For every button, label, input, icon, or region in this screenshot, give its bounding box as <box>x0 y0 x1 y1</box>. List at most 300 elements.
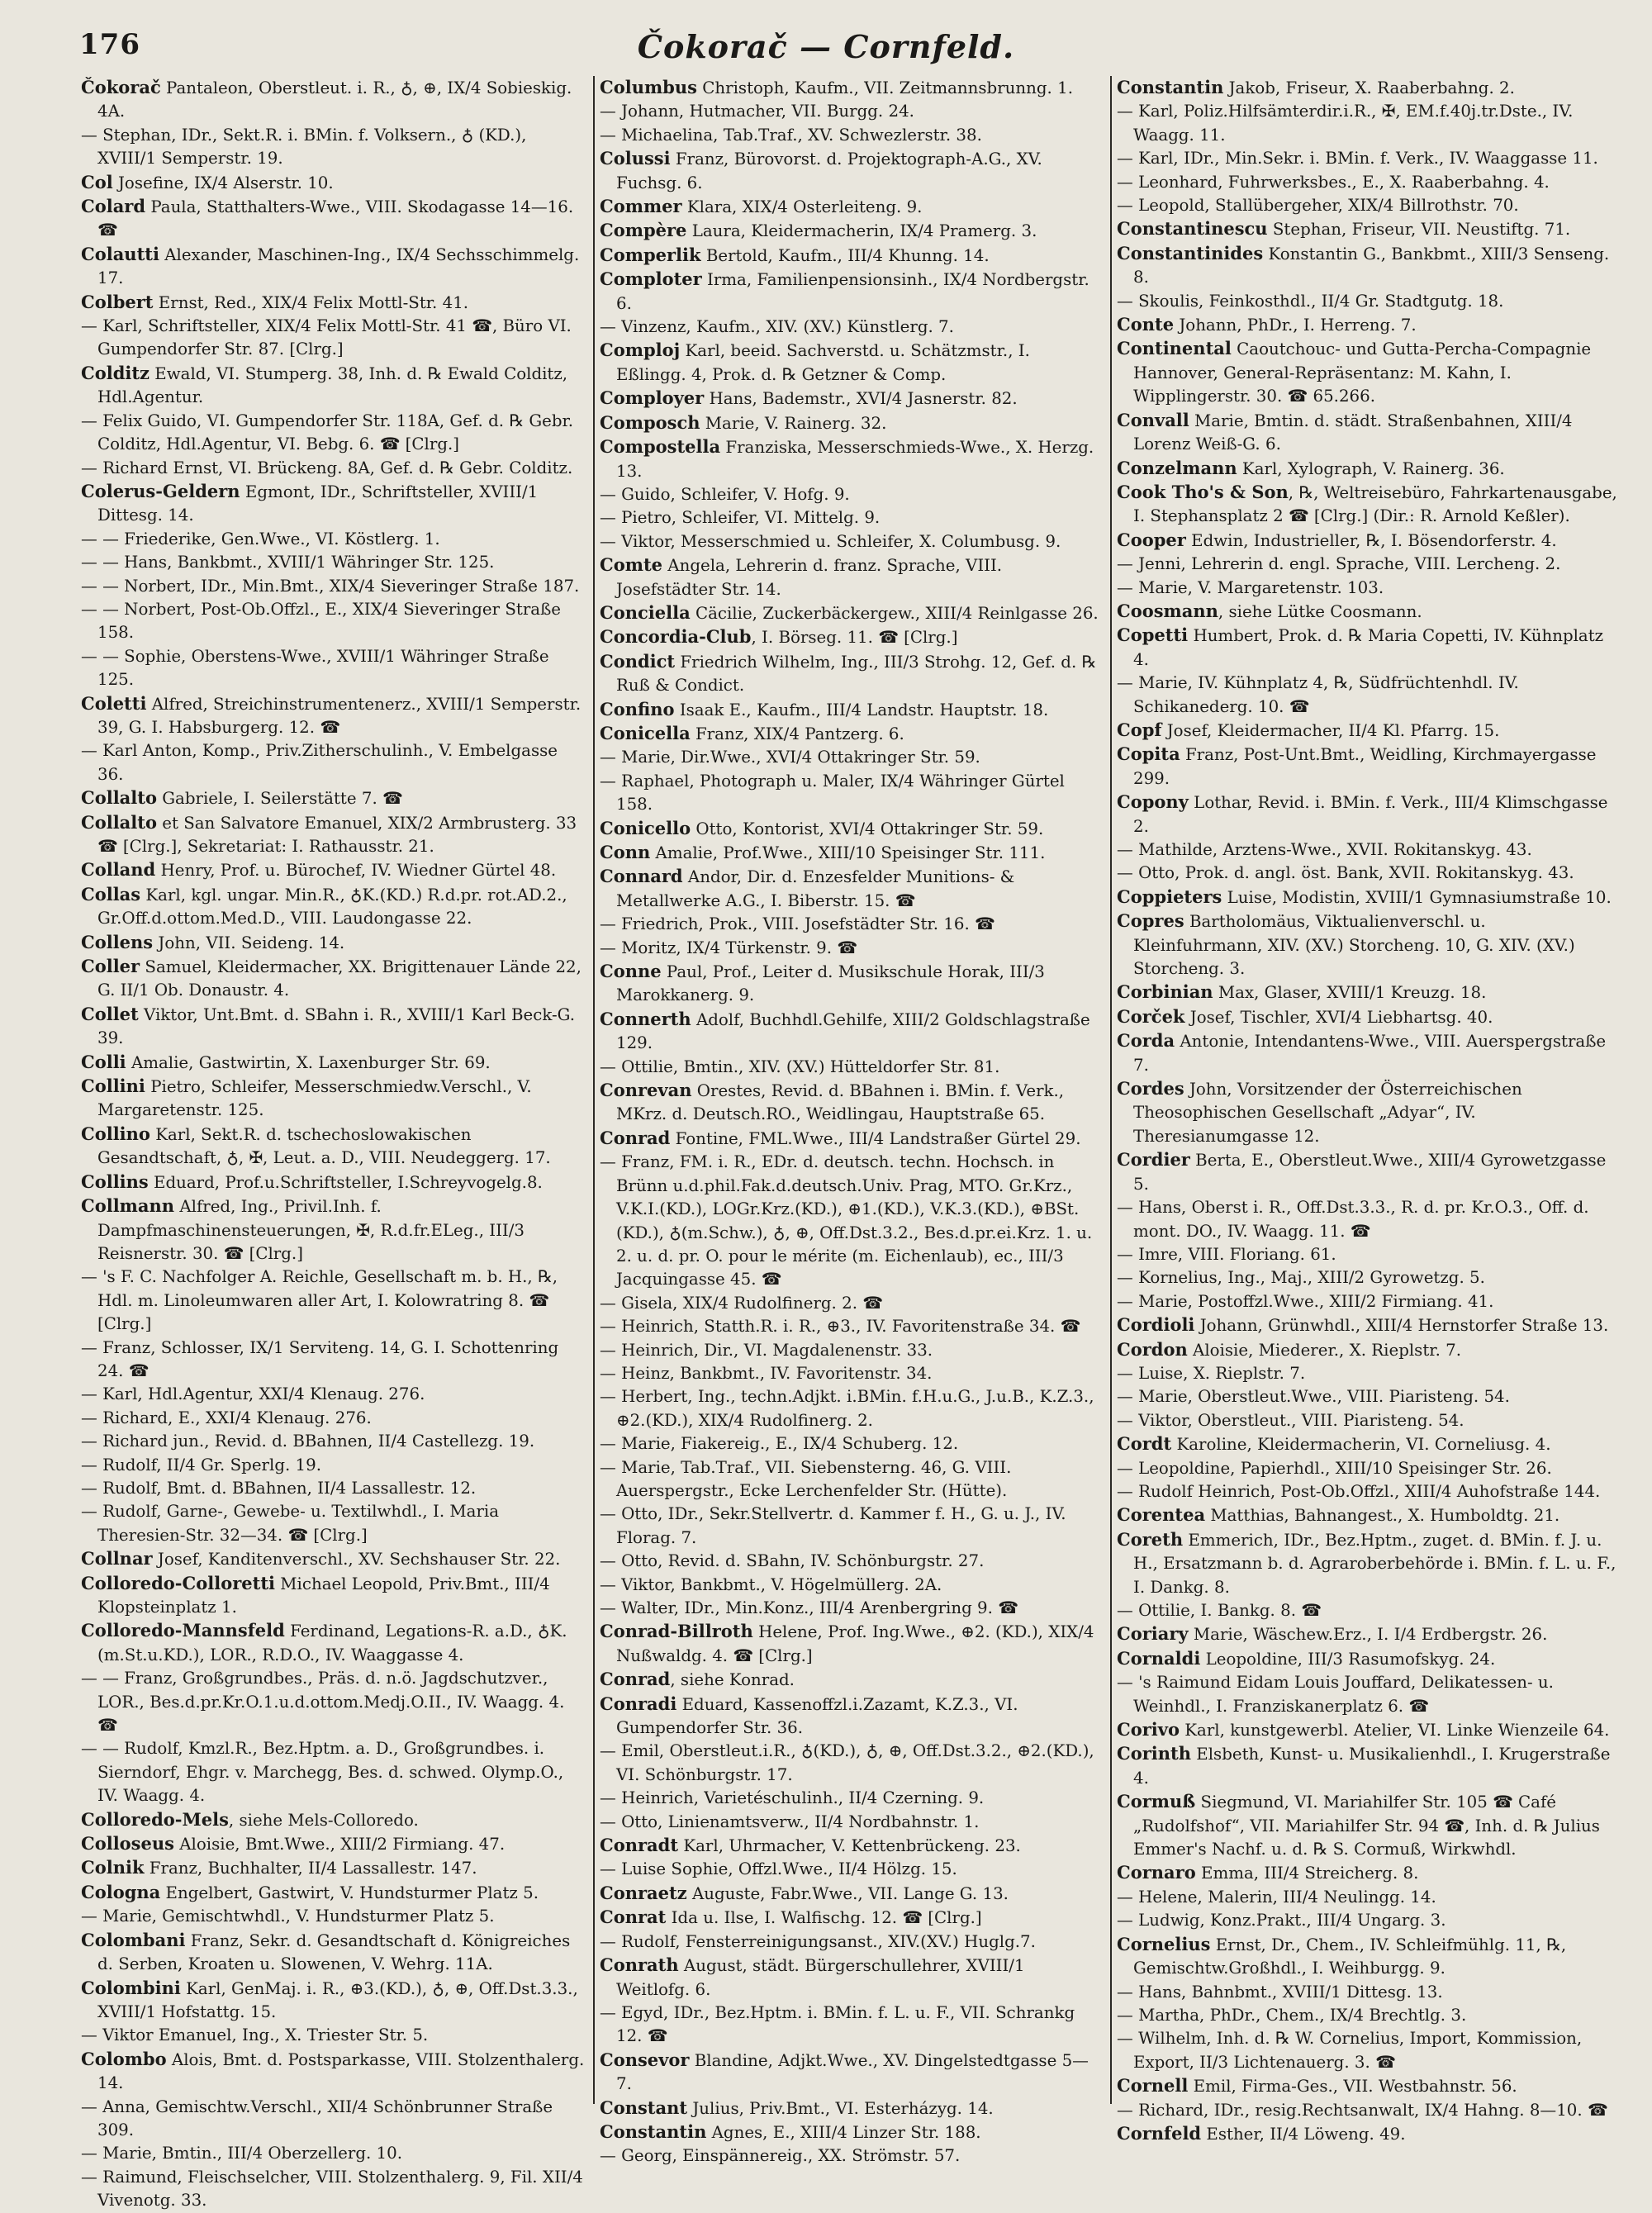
entry-details: — Karl, IDr., Min.Sekr. i. BMin. f. Verk., IV. Waaggasse 11. <box>1117 149 1598 169</box>
directory-entry <box>81 1547 585 1571</box>
entry-surname: Cordioli <box>1117 1314 1195 1336</box>
entry-surname: Conrevan <box>600 1080 692 1101</box>
directory-entry <box>1117 2027 1619 2074</box>
directory-entry <box>600 746 1102 769</box>
directory-entry <box>600 268 1102 316</box>
entry-details: Blandine, Adjkt.Wwe., XV. Dingelstedtgasse 5—7. <box>616 2050 1089 2094</box>
entry-details: — Martha, PhDr., Chem., IX/4 Brechtlg. 3. <box>1117 2005 1467 2025</box>
entry-surname: Copita <box>1117 743 1180 765</box>
directory-entry <box>600 1432 1102 1456</box>
entry-details: — Otto, Revid. d. SBahn, IV. Schönburgstr. 27. <box>600 1551 985 1571</box>
directory-entry <box>81 1051 585 1075</box>
entry-surname: Connerth <box>600 1008 691 1029</box>
entry-surname: Comploter <box>600 268 702 290</box>
directory-entry <box>600 1151 1102 1291</box>
directory-entry <box>600 1127 1102 1151</box>
entry-details: — Viktor Emanuel, Ing., X. Triester Str. 5. <box>81 2025 429 2045</box>
entry-details: — Rudolf, Bmt. d. BBahnen, II/4 Lassallestr. 12. <box>81 1478 477 1498</box>
entry-surname: Conrad <box>600 1127 671 1148</box>
entry-surname: Colditz <box>81 362 150 383</box>
entry-details: Jakob, Friseur, X. Raaberbahng. 2. <box>1223 78 1515 97</box>
entry-surname: Colloseus <box>81 1833 174 1854</box>
entry-surname: Čokorač <box>81 77 161 97</box>
entry-surname: Conicello <box>600 817 691 838</box>
directory-entry <box>81 1929 585 1977</box>
directory-entry <box>1117 886 1619 909</box>
directory-entry <box>600 1668 1102 1692</box>
entry-details: — Marie, V. Margaretenstr. 103. <box>1117 577 1384 597</box>
entry-surname: Colard <box>81 196 146 217</box>
directory-entry <box>81 1123 585 1171</box>
directory-columns <box>76 76 1627 2211</box>
entry-surname: Constantin <box>600 2120 707 2142</box>
entry-details: Otto, Kontorist, XVI/4 Ottakringer Str. 59. <box>691 819 1044 838</box>
entry-surname: Colautti <box>81 243 159 264</box>
directory-entry <box>1117 2074 1619 2098</box>
entry-details: Alfred, Streichinstrumentenerz., XVIII/1 Semperstr. 39, G. I. Habsburgerg. 12. ☎ <box>97 694 582 737</box>
entry-surname: Cornfeld <box>1117 2122 1202 2144</box>
entry-details: Henry, Prof. u. Bürochef, IV. Wiedner Gürtel 48. <box>155 861 557 881</box>
entry-surname: Colland <box>81 859 156 881</box>
entry-details: — Pietro, Schleifer, VI. Mittelg. 9. <box>600 508 881 528</box>
entry-details: Aloisie, Miederer., X. Rieplstr. 7. <box>1187 1340 1462 1360</box>
entry-details: — Raphael, Photograph u. Maler, IX/4 Währinger Gürtel 158. <box>600 771 1065 814</box>
entry-details: , I. Börseg. 11. ☎ [Clrg.] <box>751 628 958 648</box>
entry-surname: Cornaro <box>1117 1862 1196 1883</box>
entry-details: John, VII. Seideng. 14. <box>153 933 345 952</box>
directory-entry <box>81 1194 585 1266</box>
directory-entry <box>1117 1742 1619 1790</box>
entry-details: Paula, Statthalters-Wwe., VIII. Skodagasse 14—16. ☎ <box>97 197 574 240</box>
entry-details: — Franz, FM. i. R., EDr. d. deutsch. techn. Hochsch. in Brünn u.d.phil.Fak.d.deutsch.Univ. Prag, MTO. Gr.Krz., V.K.I.(KD.), LOGr.Krz.(KD.), ⊕1.(KD.), V.K.3.(KD.), ⊕BSt.(KD.), ♁(m.Schw.), ♁, ⊕, Off.Dst.3.2., Bes.d.pr.ei.Krz. 1. u. 2. u. d. pr. O. pour le mérite (m. Eichenlaub), ec., III/3 Jacquingasse 45. ☎ <box>600 1152 1093 1289</box>
directory-entry <box>600 913 1102 936</box>
entry-details: Isaak E., Kaufm., III/4 Landstr. Hauptstr. 18. <box>674 700 1049 719</box>
entry-details: Max, Glaser, XVIII/1 Kreuzg. 18. <box>1213 983 1487 1003</box>
directory-entry <box>1117 791 1619 838</box>
entry-surname: Colussi <box>600 148 671 169</box>
entry-surname: Corda <box>1117 1030 1175 1052</box>
entry-details: Elsbeth, Kunst- u. Musikalienhdl., I. Krugerstraße 4. <box>1133 1745 1611 1788</box>
entry-details: — Felix Guido, VI. Gumpendorfer Str. 118A, Gef. d. ℞ Gebr. Colditz, Hdl.Agentur, VI. Bebg. 6. ☎ [Clrg.] <box>81 411 574 454</box>
entry-surname: Colombani <box>81 1929 186 1950</box>
entry-details: Ida u. Ilse, I. Walfischg. 12. ☎ [Clrg.] <box>666 1908 982 1928</box>
entry-surname: Cook Tho's & Son <box>1117 481 1289 502</box>
directory-entry <box>81 1407 585 1430</box>
entry-details: Cäcilie, Zuckerbäckergew., XIII/4 Reinlgasse 26. <box>690 603 1099 623</box>
directory-entry <box>81 1832 585 1856</box>
entry-surname: Confino <box>600 698 675 719</box>
entry-details: — Kornelius, Ing., Maj., XIII/2 Gyrowetzg. 5. <box>1117 1268 1485 1288</box>
entry-details: John, Vorsitzender der Österreichischen Theosophischen Gesellschaft „Adyar“, IV. Theresianumgasse 12. <box>1133 1080 1522 1146</box>
entry-surname: Corinth <box>1117 1743 1191 1764</box>
directory-entry <box>600 1930 1102 1954</box>
entry-details: Laura, Kleidermacherin, IX/4 Pramerg. 3. <box>686 221 1037 241</box>
directory-entry <box>1117 719 1619 743</box>
entry-surname: Collalto <box>81 811 157 833</box>
entry-surname: Coreth <box>1117 1528 1184 1550</box>
entry-details: Samuel, Kleidermacher, XX. Brigittenauer Lände 22, G. II/1 Ob. Donaustr. 4. <box>97 957 582 1000</box>
directory-entry <box>600 865 1102 913</box>
directory-entry <box>600 2144 1102 2168</box>
directory-entry <box>600 1079 1102 1127</box>
directory-entry <box>600 435 1102 483</box>
entry-details: — — Friederike, Gen.Wwe., VI. Köstlerg. 1. <box>81 529 440 549</box>
directory-entry <box>600 1954 1102 2002</box>
directory-entry <box>81 480 585 528</box>
entry-details: August, städt. Bürgerschullehrer, XVIII/1 Weitlofg. 6. <box>616 1956 1025 1999</box>
entry-surname: Conraetz <box>600 1882 687 1903</box>
directory-entry <box>81 1905 585 1928</box>
directory-entry <box>600 841 1102 865</box>
entry-details: Bertold, Kaufm., III/4 Khunng. 14. <box>700 245 990 265</box>
entry-surname: Conne <box>600 961 662 982</box>
directory-entry <box>81 2096 585 2143</box>
directory-entry <box>1117 1480 1619 1503</box>
entry-details: — Imre, VIII. Floriang. 61. <box>1117 1244 1336 1264</box>
entry-details: — Marie, Tab.Traf., VII. Siebensterng. 46, G. VIII. Auerspergstr., Ecke Lerchenfelder Str. (Hütte). <box>600 1457 1012 1500</box>
entry-details: Klara, XIX/4 Osterleiteng. 9. <box>681 197 923 217</box>
entry-details: — Marie, Bmtin., III/4 Oberzellerg. 10. <box>81 2144 403 2163</box>
entry-details: — Leopoldine, Papierhdl., XIII/10 Speisinger Str. 26. <box>1117 1458 1552 1478</box>
entry-details: — Rudolf, Garne-, Gewebe- u. Textilwhdl., I. Maria Theresien-Str. 32—34. ☎ [Clrg.] <box>81 1502 500 1545</box>
entry-details: — Otto, IDr., Sekr.Stellvertr. d. Kammer f. H., G. u. J., IV. Florag. 7. <box>600 1504 1066 1547</box>
directory-entry <box>600 339 1102 387</box>
directory-entry <box>81 315 585 362</box>
entry-surname: Collalto <box>81 787 157 809</box>
entry-details: — — Rudolf, Kmzl.R., Bez.Hptm. a. D., Großgrundbes. i. Sierndorf, Ehgr. v. Marchegg, Bes. d. schwed. Olymp.O., IV. Waagg. 4. <box>81 1739 564 1806</box>
entry-details: — Hans, Oberst i. R., Off.Dst.3.3., R. d. pr. Kr.O.3., Off. d. mont. DO., IV. Waagg. 11. ☎ <box>1117 1198 1589 1241</box>
directory-entry <box>81 457 585 480</box>
entry-details: Pantaleon, Oberstleut. i. R., ♁, ⊕, IX/4 Sobieskig. 4A. <box>97 78 572 121</box>
directory-entry <box>600 483 1102 506</box>
directory-entry <box>81 1500 585 1547</box>
entry-details: — 's Raimund Eidam Louis Jouffard, Delikatessen- u. Weinhdl., I. Franziskanerplatz 6. ☎ <box>1117 1673 1554 1716</box>
entry-details: Karl, kunstgewerbl. Atelier, VI. Linke Wienzeile 64. <box>1179 1721 1610 1740</box>
entry-details: Esther, II/4 Löweng. 49. <box>1201 2124 1406 2144</box>
directory-entry <box>1117 2004 1619 2027</box>
entry-surname: Columbus <box>600 77 697 97</box>
entry-surname: Consevor <box>600 2049 690 2070</box>
directory-entry <box>81 1383 585 1406</box>
directory-entry <box>81 598 585 645</box>
directory-entry <box>600 770 1102 817</box>
entry-surname: Collnar <box>81 1548 153 1570</box>
entry-details: Egmont, IDr., Schriftsteller, XVIII/1 Dittesg. 14. <box>97 482 539 525</box>
entry-surname: Coller <box>81 956 140 977</box>
directory-entry <box>81 551 585 574</box>
directory-entry <box>81 575 585 598</box>
entry-details: Franz, Sekr. d. Gesandtschaft d. Königreiches d. Serben, Kroaten u. Slowenen, V. Wehrg. 11A. <box>97 1930 571 1974</box>
entry-surname: Col <box>81 171 113 192</box>
directory-entry <box>81 528 585 551</box>
entry-details: Marie, Bmtin. d. städt. Straßenbahnen, XIII/4 Lorenz Weiß-G. 6. <box>1133 411 1573 454</box>
directory-entry <box>1117 624 1619 672</box>
directory-entry <box>81 1737 585 1807</box>
entry-surname: Collmann <box>81 1195 175 1217</box>
directory-entry <box>600 1740 1102 1787</box>
entry-surname: Corbinian <box>1117 981 1213 1003</box>
entry-details: Viktor, Unt.Bmt. d. SBahn i. R., XVIII/1 Karl Beck-G. 39. <box>97 1004 576 1048</box>
directory-entry <box>1117 1671 1619 1718</box>
directory-entry <box>1117 2122 1619 2146</box>
entry-details: — — Franz, Großgrundbes., Präs. d. n.ö. Jagdschutzver., LOR., Bes.d.pr.Kr.O.1.u.d.ottom.Medj.O.II., IV. Waagg. 4. ☎ <box>81 1669 565 1736</box>
directory-entry <box>1117 1718 1619 1742</box>
entry-details: — Karl Anton, Komp., Priv.Zitherschulinh., V. Embelgasse 36. <box>81 741 558 784</box>
entry-details: Julius, Priv.Bmt., VI. Esterházyg. 14. <box>687 2098 994 2118</box>
entry-details: — Ottilie, Bmtin., XIV. (XV.) Hütteldorfer Str. 81. <box>600 1057 1000 1076</box>
entry-details: Friedrich Wilhelm, Ing., III/3 Strohg. 12, Gef. d. ℞ Ruß & Condict. <box>616 652 1097 696</box>
entry-surname: Continental <box>1117 338 1232 359</box>
entry-details: — Stephan, IDr., Sekt.R. i. BMin. f. Volksern., ♁ (KD.), XVIII/1 Semperstr. 19. <box>81 125 527 169</box>
directory-entry <box>81 1003 585 1051</box>
directory-entry <box>1117 1457 1619 1480</box>
directory-entry <box>81 1667 585 1737</box>
directory-entry <box>600 1858 1102 1881</box>
entry-details: Josef, Kleidermacher, II/4 Kl. Pfarrg. 15. <box>1161 720 1500 740</box>
directory-entry <box>1117 147 1619 170</box>
entry-details: Johann, PhDr., I. Herreng. 7. <box>1174 316 1417 335</box>
directory-entry <box>81 1430 585 1453</box>
entry-surname: Convall <box>1117 409 1189 430</box>
directory-entry <box>600 1550 1102 1573</box>
directory-entry <box>600 219 1102 243</box>
directory-entry <box>81 1856 585 1880</box>
directory-entry <box>1117 1622 1619 1646</box>
directory-entry <box>1117 1313 1619 1337</box>
entry-details: Fontine, FML.Wwe., III/4 Landstraßer Gürtel 29. <box>670 1128 1081 1148</box>
directory-entry <box>1117 337 1619 408</box>
directory-entry <box>1117 529 1619 553</box>
directory-entry <box>81 645 585 692</box>
directory-entry <box>1117 457 1619 481</box>
entry-details: Gabriele, I. Seilerstätte 7. ☎ <box>156 789 403 809</box>
entry-details: Angela, Lehrerin d. franz. Sprache, VIII. Josefstädter Str. 14. <box>616 556 1003 599</box>
entry-details: — Heinz, Bankbmt., IV. Favoritenstr. 34. <box>600 1363 933 1383</box>
entry-details: — Leonhard, Fuhrwerksbes., E., X. Raaberbahng. 4. <box>1117 172 1550 192</box>
entry-details: Irma, Familienpensionsinh., IX/4 Nordbergstr. 6. <box>616 270 1089 313</box>
entry-details: — Viktor, Oberstleut., VIII. Piaristeng. 54. <box>1117 1410 1464 1430</box>
entry-details: — Hans, Bahnbmt., XVIII/1 Dittesg. 13. <box>1117 1982 1443 2002</box>
entry-details: — Raimund, Fleischselcher, VIII. Stolzenthalerg. 9, Fil. XII/4 Vivenotg. 33. <box>81 2167 583 2211</box>
entry-details: Bartholomäus, Viktualienverschl. u. Kleinfuhrmann, XIV. (XV.) Storcheng. 10, G. XIV. (XV.) Storcheng. 3. <box>1133 912 1575 979</box>
entry-details: Andor, Dir. d. Enzesfelder Munitions- & Metallwerke A.G., I. Biberstr. 15. ☎ <box>616 867 1015 910</box>
entry-surname: Coriary <box>1117 1623 1189 1645</box>
entry-surname: Constantinides <box>1117 242 1264 264</box>
directory-entry <box>600 506 1102 530</box>
directory-entry <box>81 955 585 1003</box>
directory-entry <box>600 124 1102 147</box>
entry-details: — Richard, IDr., resig.Rechtsanwalt, IX/4 Hahng. 8—10. ☎ <box>1117 2100 1608 2120</box>
directory-entry <box>81 883 585 931</box>
entry-surname: Cooper <box>1117 529 1186 550</box>
entry-surname: Cordon <box>1117 1338 1188 1360</box>
entry-surname: Colloredo-Mannsfeld <box>81 1620 285 1641</box>
entry-surname: Collino <box>81 1123 150 1144</box>
entry-details: Franz, Post-Unt.Bmt., Weidling, Kirchmayergasse 299. <box>1133 745 1597 788</box>
directory-entry <box>1117 1933 1619 1981</box>
directory-entry <box>600 76 1102 100</box>
directory-entry <box>600 1811 1102 1834</box>
entry-details: Engelbert, Gastwirt, V. Hundsturmer Platz 5. <box>160 1883 539 1902</box>
entry-surname: Colnik <box>81 1857 145 1878</box>
directory-entry <box>1117 1196 1619 1243</box>
entry-surname: Coletti <box>81 692 147 714</box>
entry-details: , siehe Konrad. <box>670 1670 795 1690</box>
entry-surname: Condict <box>600 650 676 672</box>
entry-details: Karl, kgl. ungar. Min.R., ♁K.(KD.) R.d.pr. rot.AD.2., Gr.Off.d.ottom.Med.D., VIII. Laudongasse 22. <box>97 885 567 928</box>
column-3 <box>1110 76 1627 2144</box>
directory-entry <box>1117 1290 1619 1313</box>
entry-details: — Marie, Postoffzl.Wwe., XIII/2 Firmiang. 41. <box>1117 1291 1494 1311</box>
directory-entry <box>1117 1647 1619 1671</box>
directory-entry <box>600 147 1102 195</box>
entry-surname: Conn <box>600 842 651 862</box>
entry-details: — — Norbert, IDr., Min.Bmt., XIX/4 Sieveringer Straße 187. <box>81 576 580 596</box>
entry-details: Franz, Bürovorst. d. Projektograph-A.G., XV. Fuchsg. 6. <box>616 150 1042 192</box>
entry-details: — Moritz, IX/4 Türkenstr. 9. ☎ <box>600 938 857 957</box>
directory-entry <box>1117 409 1619 457</box>
entry-details: Adolf, Buchhdl.Gehilfe, XIII/2 Goldschlagstraße 129. <box>616 1009 1090 1053</box>
directory-entry <box>600 1906 1102 1930</box>
directory-entry <box>81 362 585 410</box>
entry-details: Alexander, Maschinen-Ing., IX/4 Sechsschimmelg. 17. <box>97 245 580 288</box>
directory-entry <box>1117 1503 1619 1527</box>
entry-details: — Karl, Hdl.Agentur, XXI/4 Klenaug. 276. <box>81 1384 425 1404</box>
directory-entry <box>600 601 1102 625</box>
entry-details: — Jenni, Lehrerin d. engl. Sprache, VIII. Lercheng. 2. <box>1117 554 1561 574</box>
entry-details: — — Norbert, Post-Ob.Offzl., E., XIX/4 Sieveringer Straße 158. <box>81 599 562 643</box>
directory-entry <box>600 553 1102 601</box>
entry-surname: Colombini <box>81 1977 181 1998</box>
directory-entry <box>1117 2099 1619 2122</box>
entry-details: Ernst, Dr., Chem., IV. Schleifmühlg. 11, ℞, Gemischtw.Großhdl., I. Weihburgg. 9. <box>1133 1935 1567 1978</box>
entry-surname: Colloredo-Colloretti <box>81 1572 275 1593</box>
entry-surname: Copony <box>1117 791 1189 813</box>
entry-surname: Conte <box>1117 314 1175 335</box>
entry-details: Leopoldine, III/3 Rasumofskyg. 24. <box>1200 1649 1496 1669</box>
directory-entry <box>81 76 585 124</box>
directory-entry <box>81 931 585 955</box>
entry-details: — Otto, Prok. d. angl. öst. Bank, XVII. Rokitanskyg. 43. <box>1117 863 1574 883</box>
directory-entry <box>600 1620 1102 1668</box>
directory-entry <box>81 1881 585 1905</box>
directory-entry <box>1117 1432 1619 1456</box>
directory-entry <box>600 722 1102 746</box>
entry-details: Ernst, Red., XIX/4 Felix Mottl-Str. 41. <box>153 292 469 312</box>
entry-surname: Collas <box>81 883 141 905</box>
directory-entry <box>600 1503 1102 1550</box>
directory-entry <box>1117 76 1619 100</box>
entry-details: Agnes, E., XIII/4 Linzer Str. 188. <box>706 2122 981 2142</box>
entry-details: Karl, Uhrmacher, V. Kettenbrückeng. 23. <box>678 1836 1021 1856</box>
directory-entry <box>81 1454 585 1477</box>
entry-details: Humbert, Prok. d. ℞ Maria Copetti, IV. Kühnplatz 4. <box>1133 626 1604 669</box>
entry-surname: Conrad <box>600 1669 671 1690</box>
directory-entry <box>81 2024 585 2047</box>
entry-details: — Rudolf, II/4 Gr. Sperlg. 19. <box>81 1455 322 1475</box>
directory-entry <box>600 100 1102 123</box>
directory-entry <box>1117 1243 1619 1266</box>
entry-details: Helene, Prof. Ing.Wwe., ⊕2. (KD.), XIX/4 Nußwaldg. 4. ☎ [Clrg.] <box>616 1622 1094 1665</box>
entry-surname: Constantinescu <box>1117 218 1268 240</box>
directory-entry <box>81 2142 585 2165</box>
entry-surname: Copres <box>1117 910 1184 932</box>
entry-surname: Comploj <box>600 340 681 361</box>
entry-surname: Cornell <box>1117 2075 1189 2097</box>
directory-entry <box>600 244 1102 268</box>
directory-entry <box>600 817 1102 841</box>
directory-entry <box>1117 242 1619 290</box>
directory-entry <box>600 650 1102 698</box>
entry-details: — Viktor, Bankbmt., V. Högelmüllerg. 2A. <box>600 1574 942 1594</box>
directory-entry <box>1117 1362 1619 1385</box>
entry-details: Franz, XIX/4 Pantzerg. 6. <box>690 724 904 743</box>
entry-details: et San Salvatore Emanuel, XIX/2 Armbrusterg. 33 ☎ [Clrg.], Sekretariat: I. Rathausstr. 21. <box>97 813 577 856</box>
entry-details: Emma, III/4 Streicherg. 8. <box>1195 1864 1419 1883</box>
directory-entry <box>81 858 585 882</box>
entry-details: Johann, Grünwhdl., XIII/4 Hernstorfer Straße 13. <box>1194 1316 1609 1336</box>
directory-entry <box>81 1266 585 1336</box>
entry-surname: Collini <box>81 1076 145 1097</box>
entry-details: — — Hans, Bankbmt., XVIII/1 Währinger Str. 125. <box>81 553 495 572</box>
column-2 <box>593 76 1110 2166</box>
entry-details: Emil, Firma-Ges., VII. Westbahnstr. 56. <box>1188 2077 1517 2097</box>
directory-entry <box>600 625 1102 649</box>
directory-entry <box>1117 194 1619 217</box>
entry-details: — Richard, E., XXI/4 Klenaug. 276. <box>81 1408 372 1427</box>
directory-entry <box>1117 1338 1619 1362</box>
entry-details: Berta, E., Oberstleut.Wwe., XIII/4 Gyrowetzgasse 5. <box>1133 1151 1607 1194</box>
entry-details: Lothar, Revid. i. BMin. f. Verk., III/4 Klimschgasse 2. <box>1133 793 1608 836</box>
directory-entry <box>600 195 1102 219</box>
directory-entry <box>600 1292 1102 1315</box>
entry-details: — Helene, Malerin, III/4 Neulingg. 14. <box>1117 1887 1436 1907</box>
directory-entry <box>1117 1266 1619 1289</box>
entry-surname: Conciella <box>600 601 691 623</box>
directory-entry <box>1117 290 1619 313</box>
entry-details: — Richard jun., Revid. d. BBahnen, II/4 Castellezg. 19. <box>81 1432 535 1451</box>
directory-entry <box>81 2048 585 2096</box>
entry-details: Franz, Buchhalter, II/4 Lassallestr. 147. <box>144 1859 477 1878</box>
directory-entry <box>600 1008 1102 1056</box>
entry-details: Matthias, Bahnangest., X. Humboldtg. 21. <box>1205 1506 1560 1526</box>
directory-entry <box>1117 171 1619 194</box>
directory-entry <box>1117 1385 1619 1408</box>
directory-entry <box>1117 981 1619 1004</box>
directory-entry <box>600 1574 1102 1597</box>
directory-entry <box>600 937 1102 960</box>
entry-surname: Conicella <box>600 722 691 743</box>
entry-details: , siehe Lütke Coosmann. <box>1218 601 1422 621</box>
directory-entry <box>81 171 585 195</box>
directory-entry <box>1117 1077 1619 1148</box>
entry-details: — Anna, Gemischtw.Verschl., XII/4 Schönbrunner Straße 309. <box>81 2097 553 2139</box>
directory-entry <box>81 739 585 786</box>
directory-entry <box>1117 1909 1619 1932</box>
directory-entry <box>600 2120 1102 2144</box>
entry-details: — Guido, Schleifer, V. Hofg. 9. <box>600 484 850 504</box>
directory-entry <box>1117 100 1619 147</box>
directory-entry <box>1117 577 1619 600</box>
directory-entry <box>1117 481 1619 529</box>
entry-details: Karl, Xylograph, V. Rainerg. 36. <box>1237 458 1505 478</box>
entry-surname: Coosmann <box>1117 600 1218 621</box>
entry-details: Amalie, Prof.Wwe., XIII/10 Speisinger Str. 111. <box>650 843 1046 862</box>
entry-details: Alois, Bmt. d. Postsparkasse, VIII. Stolzenthalerg. 14. <box>97 2049 585 2093</box>
page-number: 176 <box>79 28 140 61</box>
entry-surname: Compostella <box>600 436 721 458</box>
entry-details: Ewald, VI. Stumperg. 38, Inh. d. ℞ Ewald Colditz, Hdl.Agentur. <box>97 363 568 407</box>
